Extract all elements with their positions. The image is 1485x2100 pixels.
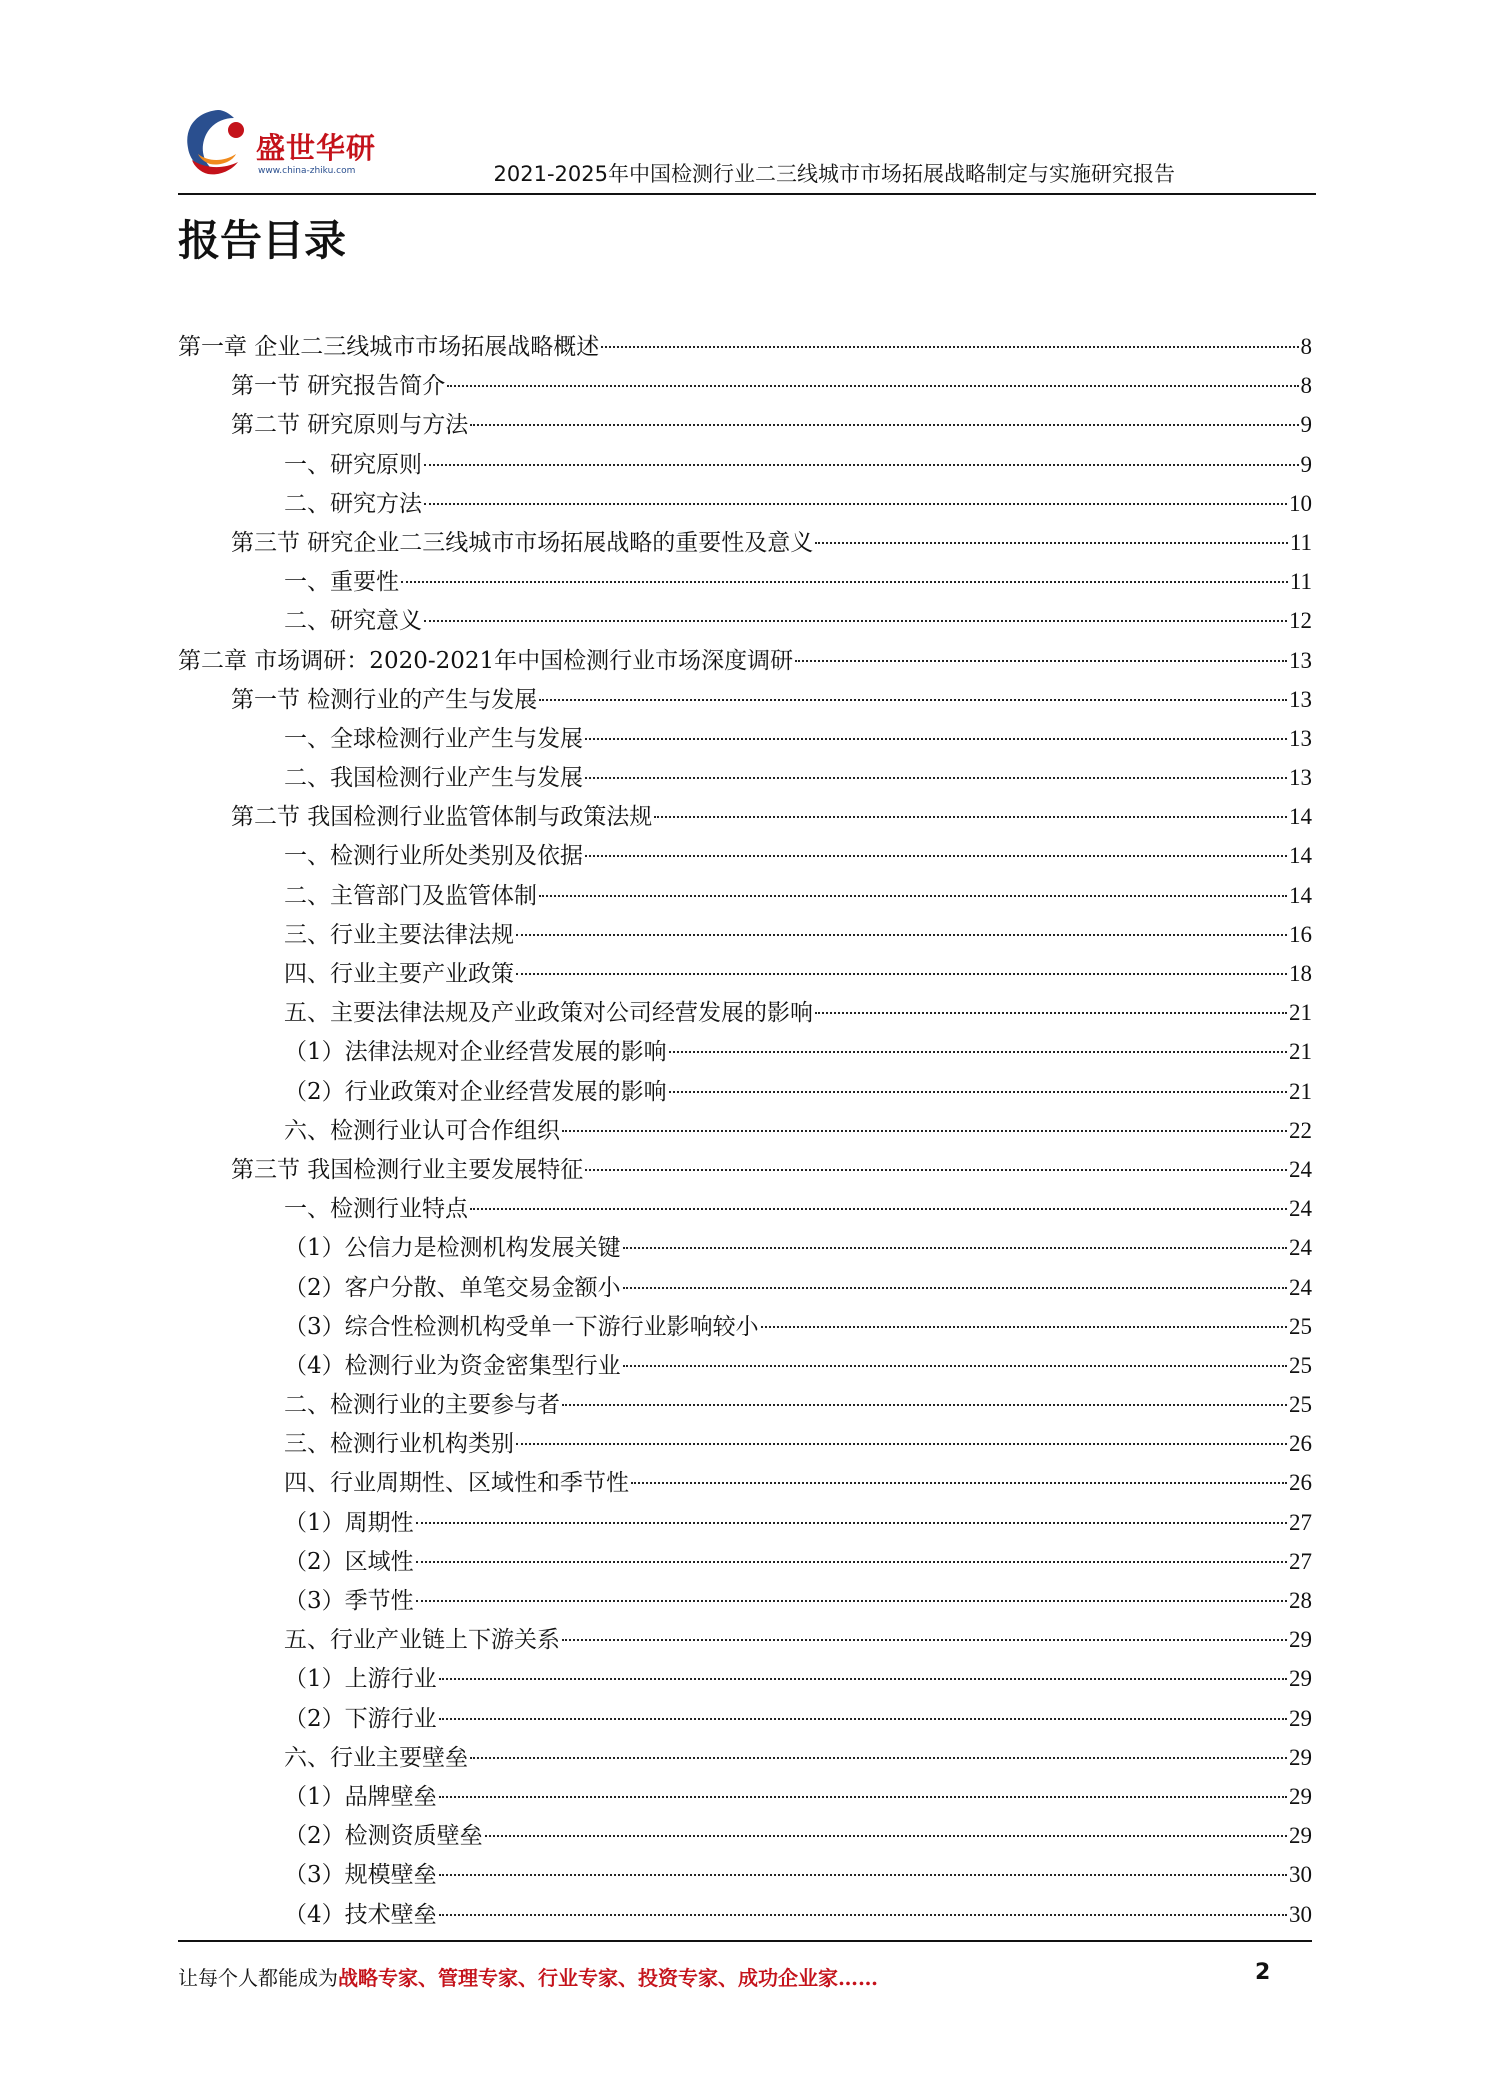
toc-entry-page: 13 bbox=[1289, 647, 1312, 673]
toc-entry-label: 一、全球检测行业产生与发展 bbox=[284, 725, 583, 752]
toc-leader-dots bbox=[439, 1718, 1287, 1720]
toc-entry-page: 29 bbox=[1289, 1744, 1312, 1770]
toc-entry-label: （1）法律法规对企业经营发展的影响 bbox=[284, 1039, 667, 1066]
toc-entry-label: 二、检测行业的主要参与者 bbox=[284, 1392, 560, 1419]
toc-leader-dots bbox=[562, 1639, 1287, 1641]
toc-entry[interactable] bbox=[178, 1895, 1312, 1934]
toc-leader-dots bbox=[623, 1365, 1287, 1367]
toc-entry[interactable] bbox=[178, 836, 1312, 875]
toc-entry-label: （1）品牌壁垒 bbox=[284, 1783, 437, 1810]
toc-entry[interactable] bbox=[178, 641, 1312, 680]
toc-entry-page: 21 bbox=[1289, 1039, 1312, 1065]
toc-entry-label: 五、行业产业链上下游关系 bbox=[284, 1627, 560, 1654]
toc-entry[interactable] bbox=[178, 1463, 1312, 1502]
toc-leader-dots bbox=[447, 385, 1298, 387]
toc-leader-dots bbox=[585, 855, 1287, 857]
toc-entry[interactable] bbox=[178, 1228, 1312, 1267]
company-logo bbox=[178, 104, 388, 186]
toc-leader-dots bbox=[439, 1796, 1287, 1798]
toc-leader-dots bbox=[416, 1600, 1287, 1602]
toc-entry-page: 29 bbox=[1289, 1627, 1312, 1653]
toc-entry-label: 第一章 企业二三线城市市场拓展战略概述 bbox=[178, 334, 600, 360]
toc-leader-dots bbox=[424, 464, 1299, 466]
toc-entry[interactable] bbox=[178, 1346, 1312, 1385]
toc-leader-dots bbox=[585, 777, 1287, 779]
toc-entry-page: 25 bbox=[1289, 1313, 1312, 1339]
toc-entry-page: 8 bbox=[1300, 334, 1312, 359]
toc-entry-label: 二、研究方法 bbox=[284, 490, 422, 517]
toc-entry[interactable] bbox=[178, 1659, 1312, 1698]
toc-entry[interactable] bbox=[178, 1424, 1312, 1463]
toc-leader-dots bbox=[669, 1091, 1287, 1093]
toc-leader-dots bbox=[424, 620, 1287, 622]
toc-leader-dots bbox=[485, 1835, 1287, 1837]
toc-leader-dots bbox=[401, 581, 1288, 583]
toc-leader-dots bbox=[585, 738, 1287, 740]
toc-entry-page: 29 bbox=[1289, 1823, 1312, 1849]
toc-entry-label: 六、行业主要壁垒 bbox=[284, 1744, 468, 1771]
toc-entry-page: 24 bbox=[1289, 1235, 1312, 1261]
toc-leader-dots bbox=[562, 1130, 1287, 1132]
toc-entry-label: （3）规模壁垒 bbox=[284, 1862, 437, 1889]
toc-entry[interactable] bbox=[178, 680, 1312, 719]
toc-leader-dots bbox=[539, 699, 1287, 701]
toc-entry-page: 26 bbox=[1289, 1470, 1312, 1496]
logo-swoosh-icon bbox=[178, 104, 258, 186]
toc-entry-page: 11 bbox=[1289, 569, 1312, 595]
toc-leader-dots bbox=[416, 1561, 1287, 1563]
toc-entry[interactable] bbox=[178, 1111, 1312, 1150]
toc-entry[interactable] bbox=[178, 1581, 1312, 1620]
logo-text: 盛世华研 bbox=[256, 131, 377, 165]
toc-leader-dots bbox=[470, 1208, 1287, 1210]
toc-entry-label: （1）公信力是检测机构发展关键 bbox=[284, 1235, 621, 1262]
toc-entry[interactable] bbox=[178, 876, 1312, 915]
toc-entry-label: 二、我国检测行业产生与发展 bbox=[284, 765, 583, 792]
toc-leader-dots bbox=[815, 542, 1288, 544]
toc-entry-label: 五、主要法律法规及产业政策对公司经营发展的影响 bbox=[284, 1000, 813, 1027]
toc-entry-label: （2）行业政策对企业经营发展的影响 bbox=[284, 1078, 667, 1105]
toc-entry[interactable] bbox=[178, 1816, 1312, 1855]
toc-leader-dots bbox=[669, 1051, 1287, 1053]
toc-entry-page: 14 bbox=[1289, 804, 1312, 830]
toc-entry[interactable] bbox=[178, 523, 1312, 562]
toc-entry-page: 8 bbox=[1300, 373, 1312, 399]
toc-entry[interactable] bbox=[178, 366, 1312, 405]
toc-leader-dots bbox=[516, 934, 1287, 936]
toc-entry-label: 四、行业主要产业政策 bbox=[284, 961, 514, 987]
toc-entry-page: 13 bbox=[1289, 765, 1312, 791]
toc-leader-dots bbox=[424, 503, 1287, 505]
toc-entry-label: 三、检测行业机构类别 bbox=[284, 1431, 514, 1458]
toc-entry-page: 29 bbox=[1289, 1666, 1312, 1692]
toc-entry-page: 18 bbox=[1289, 961, 1312, 986]
toc-entry-page: 14 bbox=[1289, 843, 1312, 869]
toc-entry[interactable] bbox=[178, 1307, 1312, 1346]
toc-entry-page: 9 bbox=[1300, 412, 1312, 438]
toc-entry[interactable] bbox=[178, 797, 1312, 836]
toc-leader-dots bbox=[654, 816, 1287, 818]
toc-entry-page: 26 bbox=[1289, 1431, 1312, 1457]
toc-entry-page: 13 bbox=[1289, 686, 1312, 712]
toc-entry-page: 25 bbox=[1289, 1352, 1312, 1378]
toc-entry-label: 第二章 市场调研：2020-2021年中国检测行业市场深度调研 bbox=[178, 647, 794, 674]
toc-entry[interactable] bbox=[178, 1503, 1312, 1542]
logo-url: www.china-zhiku.com bbox=[258, 166, 356, 176]
slogan-prefix: 让每个人都能成为 bbox=[178, 1966, 338, 1990]
toc-entry-page: 29 bbox=[1289, 1783, 1312, 1809]
toc-entry-label: 一、检测行业所处类别及依据 bbox=[284, 843, 583, 870]
toc-entry-label: 一、重要性 bbox=[284, 569, 399, 596]
page-header bbox=[0, 0, 1485, 200]
toc-entry-label: （2）区域性 bbox=[284, 1548, 414, 1575]
toc-entry-page: 12 bbox=[1289, 608, 1312, 634]
toc-entry-page: 21 bbox=[1289, 1000, 1312, 1026]
toc-entry[interactable] bbox=[178, 1738, 1312, 1777]
toc-entry-page: 10 bbox=[1289, 490, 1312, 516]
toc-entry-label: （2）检测资质壁垒 bbox=[284, 1823, 483, 1850]
toc-leader-dots bbox=[623, 1247, 1287, 1249]
toc-entry[interactable] bbox=[178, 327, 1312, 366]
toc-leader-dots bbox=[470, 424, 1298, 426]
toc-entry[interactable] bbox=[178, 445, 1312, 484]
toc-leader-dots bbox=[439, 1678, 1287, 1680]
toc-leader-dots bbox=[623, 1287, 1287, 1289]
toc-entry-label: 第一节 研究报告简介 bbox=[231, 373, 446, 400]
toc-entry-label: 一、检测行业特点 bbox=[284, 1196, 468, 1223]
toc-leader-dots bbox=[631, 1482, 1287, 1484]
toc-entry[interactable] bbox=[178, 758, 1312, 797]
toc-entry-page: 9 bbox=[1300, 451, 1312, 477]
toc-leader-dots bbox=[439, 1874, 1287, 1876]
toc-leader-dots bbox=[815, 1012, 1287, 1014]
toc-entry[interactable] bbox=[178, 1150, 1312, 1189]
toc-entry-label: 六、检测行业认可合作组织 bbox=[284, 1117, 560, 1144]
report-title: 2021-2025年中国检测行业二三线城市市场拓展战略制定与实施研究报告 bbox=[493, 162, 1175, 186]
toc-leader-dots bbox=[439, 1914, 1287, 1916]
toc-leader-dots bbox=[516, 973, 1287, 975]
toc-entry-label: 第三节 我国检测行业主要发展特征 bbox=[231, 1156, 584, 1183]
toc-entry-page: 16 bbox=[1289, 921, 1312, 947]
toc-entry-page: 24 bbox=[1289, 1274, 1312, 1300]
toc-entry-page: 14 bbox=[1289, 882, 1312, 908]
toc-entry-label: 第一节 检测行业的产生与发展 bbox=[231, 686, 538, 713]
toc-entry-page: 27 bbox=[1289, 1509, 1312, 1535]
page-number: 2 bbox=[1255, 1960, 1271, 1985]
toc-entry-label: 二、研究意义 bbox=[284, 608, 422, 635]
toc-entry-page: 30 bbox=[1289, 1862, 1312, 1888]
toc-entry-label: 第三节 研究企业二三线城市市场拓展战略的重要性及意义 bbox=[231, 529, 814, 556]
toc-leader-dots bbox=[585, 1169, 1287, 1171]
toc-entry[interactable] bbox=[178, 484, 1312, 523]
toc-entry-label: 二、主管部门及监管体制 bbox=[284, 882, 537, 909]
toc-entry[interactable] bbox=[178, 719, 1312, 758]
toc-entry-page: 28 bbox=[1289, 1588, 1312, 1613]
toc-entry[interactable] bbox=[178, 601, 1312, 640]
toc-entry[interactable] bbox=[178, 1620, 1312, 1659]
toc-entry-label: （2）客户分散、单笔交易金额小 bbox=[284, 1274, 621, 1301]
toc-leader-dots bbox=[562, 1404, 1287, 1406]
toc-entry[interactable] bbox=[178, 1777, 1312, 1816]
toc-entry[interactable] bbox=[178, 1189, 1312, 1228]
toc-leader-dots bbox=[416, 1522, 1287, 1524]
toc-entry[interactable] bbox=[178, 915, 1312, 954]
footer-divider bbox=[178, 1940, 1312, 1942]
toc-leader-dots bbox=[795, 660, 1287, 662]
header-divider bbox=[178, 193, 1316, 195]
toc-entry-label: 第二节 研究原则与方法 bbox=[231, 412, 469, 439]
toc-entry-label: （2）下游行业 bbox=[284, 1705, 437, 1732]
toc-entry[interactable] bbox=[178, 1542, 1312, 1581]
toc-entry[interactable] bbox=[178, 405, 1312, 444]
toc-entry-page: 30 bbox=[1289, 1901, 1312, 1927]
toc-entry[interactable] bbox=[178, 1855, 1312, 1894]
toc-entry-label: 三、行业主要法律法规 bbox=[284, 921, 514, 948]
toc-entry-page: 21 bbox=[1289, 1078, 1312, 1104]
toc-entry[interactable] bbox=[178, 1385, 1312, 1424]
toc-entry[interactable] bbox=[178, 1268, 1312, 1307]
toc-entry[interactable] bbox=[178, 562, 1312, 601]
toc-entry-page: 24 bbox=[1289, 1196, 1312, 1222]
toc-entry-page: 13 bbox=[1289, 725, 1312, 751]
toc-entry[interactable] bbox=[178, 1032, 1312, 1071]
toc-entry-page: 27 bbox=[1289, 1548, 1312, 1574]
table-of-contents bbox=[178, 327, 1312, 1934]
toc-entry-page: 11 bbox=[1289, 529, 1312, 555]
toc-leader-dots bbox=[470, 1757, 1287, 1759]
footer-slogan bbox=[178, 1962, 878, 1991]
toc-leader-dots bbox=[516, 1443, 1287, 1445]
toc-entry[interactable] bbox=[178, 954, 1312, 993]
toc-entry-page: 22 bbox=[1289, 1117, 1312, 1143]
toc-entry-label: （1）上游行业 bbox=[284, 1666, 437, 1693]
toc-entry-label: （4）技术壁垒 bbox=[284, 1901, 437, 1928]
toc-entry[interactable] bbox=[178, 1699, 1312, 1738]
toc-entry-page: 24 bbox=[1289, 1156, 1312, 1182]
toc-entry-page: 25 bbox=[1289, 1392, 1312, 1418]
toc-entry-label: 一、研究原则 bbox=[284, 451, 422, 478]
toc-entry-label: 四、行业周期性、区域性和季节性 bbox=[284, 1470, 629, 1497]
toc-entry[interactable] bbox=[178, 1072, 1312, 1111]
toc-entry-label: （1）周期性 bbox=[284, 1509, 414, 1536]
toc-leader-dots bbox=[539, 895, 1287, 897]
toc-entry-label: （3）综合性检测机构受单一下游行业影响较小 bbox=[284, 1313, 759, 1340]
toc-entry-label: 第二节 我国检测行业监管体制与政策法规 bbox=[231, 804, 653, 831]
slogan-highlight: 战略专家、管理专家、行业专家、投资专家、成功企业家…… bbox=[338, 1966, 878, 1990]
toc-entry-label: （3）季节性 bbox=[284, 1588, 414, 1614]
page-title: 报告目录 bbox=[178, 216, 347, 265]
toc-leader-dots bbox=[601, 346, 1298, 348]
toc-entry[interactable] bbox=[178, 993, 1312, 1032]
toc-leader-dots bbox=[761, 1326, 1287, 1328]
toc-entry-label: （4）检测行业为资金密集型行业 bbox=[284, 1352, 621, 1379]
toc-entry-page: 29 bbox=[1289, 1705, 1312, 1731]
